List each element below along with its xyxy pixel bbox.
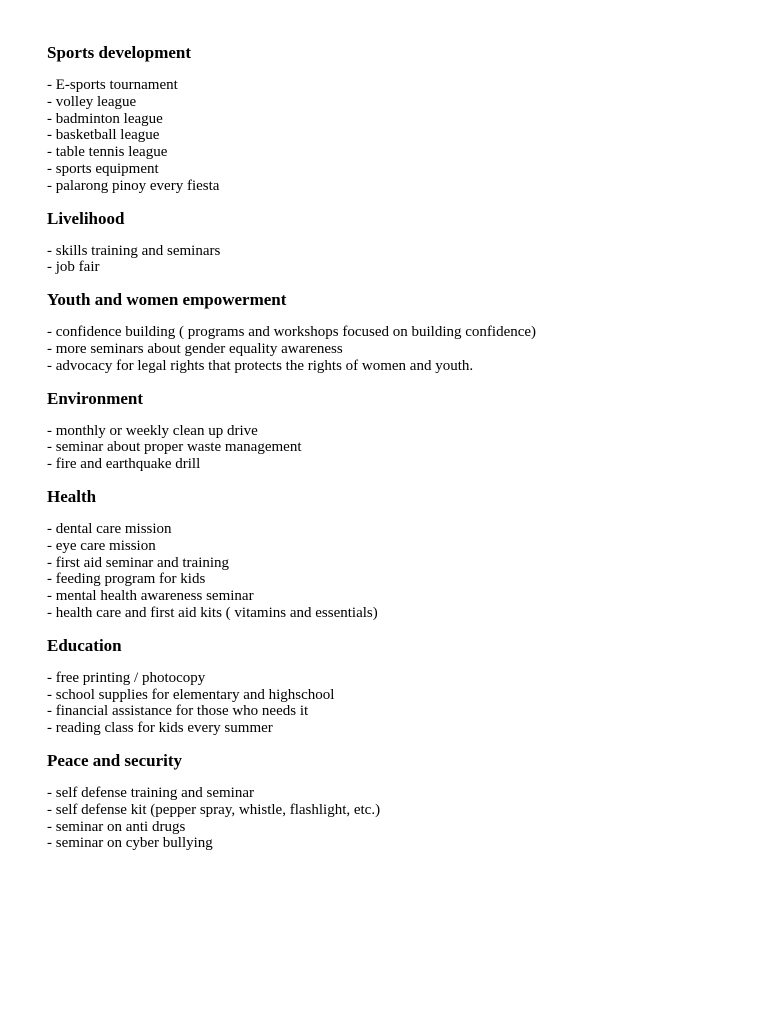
list-item: - more seminars about gender equality awareness (47, 340, 343, 357)
section-heading: Peace and security (47, 750, 183, 770)
section-item-list (47, 670, 727, 737)
list-item: - table tennis league (47, 144, 168, 161)
section-peace-and-security (47, 750, 727, 852)
list-item: - monthly or weekly clean up drive (47, 422, 258, 439)
section-item-list (47, 243, 727, 277)
section-livelihood (47, 208, 727, 277)
section-item-list (47, 785, 727, 852)
list-item: - advocacy for legal rights that protects the rights of women and youth. (47, 357, 474, 374)
section-health (47, 486, 727, 622)
section-item-list (47, 324, 727, 374)
section-item-list (47, 77, 727, 195)
section-sports-development (47, 42, 727, 195)
list-item: - financial assistance for those who needs it (47, 703, 309, 720)
list-item: - mental health awareness seminar (47, 588, 254, 605)
list-item: - seminar on cyber bullying (47, 835, 213, 852)
document-content (47, 42, 727, 865)
list-item: - seminar on anti drugs (47, 818, 186, 835)
list-item: - feeding program for kids (47, 571, 206, 588)
section-heading: Sports development (47, 43, 192, 62)
section-education (47, 635, 727, 737)
list-item: - seminar about proper waste management (47, 439, 302, 456)
list-item: - eye care mission (47, 537, 156, 554)
section-heading: Environment (47, 388, 144, 408)
section-heading: Education (47, 635, 122, 655)
list-item: - free printing / photocopy (47, 669, 206, 686)
list-item: - reading class for kids every summer (47, 720, 273, 737)
section-item-list (47, 521, 727, 622)
list-item: - self defense training and seminar (47, 784, 255, 801)
list-item: - dental care mission (47, 520, 172, 537)
list-item: - basketball league (47, 127, 160, 144)
section-heading: Health (47, 486, 97, 506)
list-item: - badminton league (47, 110, 163, 127)
list-item: - volley league (47, 93, 137, 110)
list-item: - skills training and seminars (47, 242, 221, 259)
list-item: - self defense kit (pepper spray, whistle, flashlight, etc.) (47, 801, 381, 818)
list-item: - fire and earthquake drill (47, 456, 201, 473)
section-environment (47, 388, 727, 473)
section-heading: Livelihood (47, 208, 125, 228)
list-item: - job fair (47, 259, 100, 276)
list-item: - confidence building ( programs and workshops focused on building confidence) (47, 324, 537, 341)
list-item: - health care and first aid kits ( vitamins and essentials) (47, 604, 378, 621)
section-youth-and-women-empowerment (47, 289, 727, 374)
list-item: - sports equipment (47, 160, 159, 177)
list-item: - palarong pinoy every fiesta (47, 177, 220, 194)
section-heading: Youth and women empowerment (47, 290, 287, 310)
list-item: - first aid seminar and training (47, 554, 230, 571)
list-item: - school supplies for elementary and highschool (47, 686, 335, 703)
list-item: - E-sports tournament (47, 77, 178, 93)
section-item-list (47, 423, 727, 473)
